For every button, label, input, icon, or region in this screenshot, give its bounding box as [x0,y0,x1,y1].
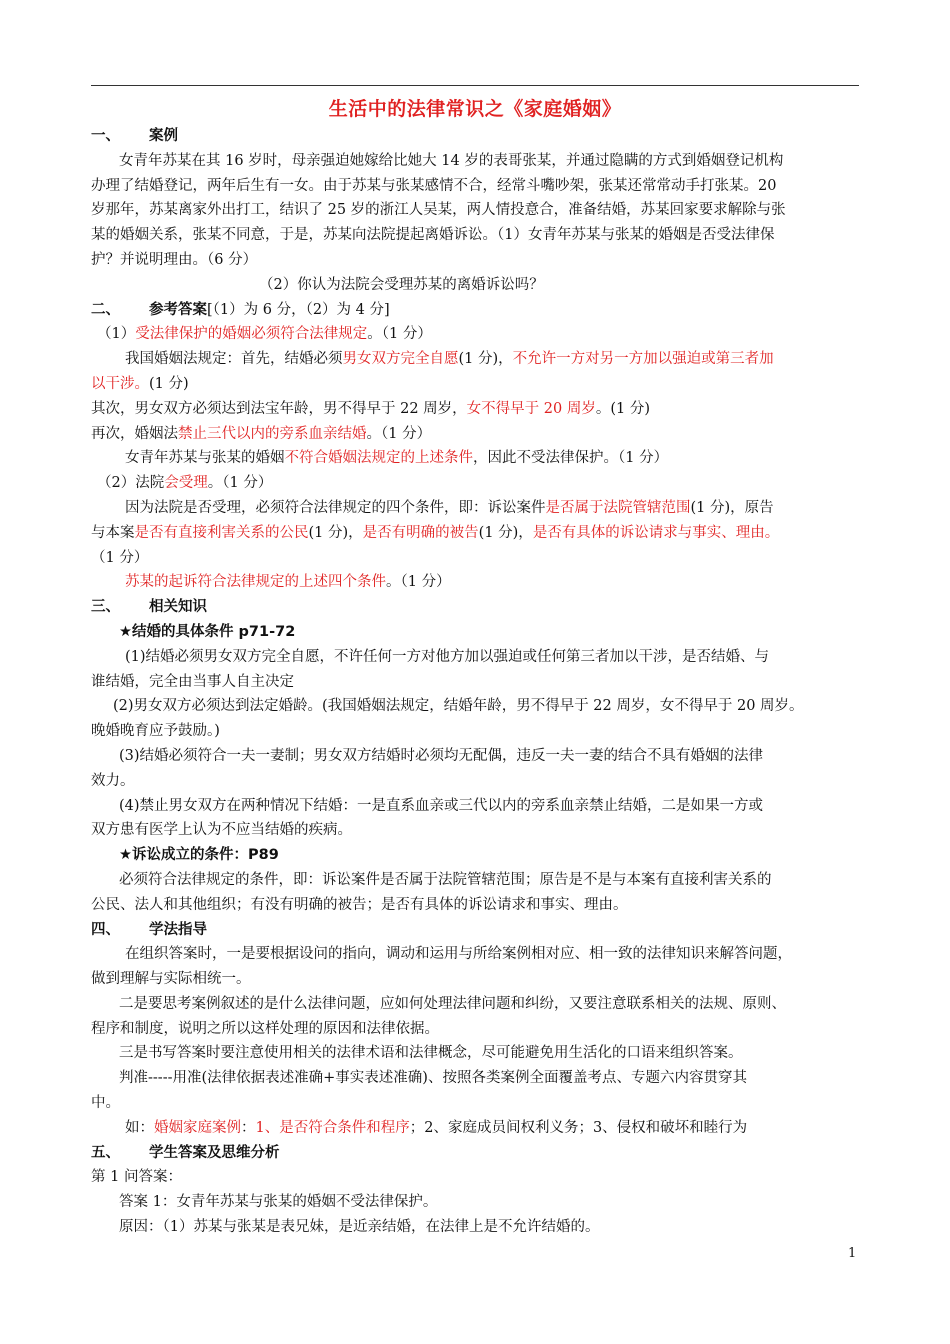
knowledge-line: (4)禁止男女双方在两种情况下结婚：一是直系血亲或三代以内的旁系血亲禁止结婚，二是如果一方或 [119,797,764,814]
page-number: 1 [848,1246,857,1261]
knowledge-subheading: ★诉讼成立的条件：P89 [119,847,279,864]
answer-line [91,422,861,447]
guidance-line [91,1116,861,1141]
answer-line [91,471,861,496]
knowledge-line: 必须符合法律规定的条件，即：诉讼案件是否属于法院管辖范围；原告是不是与本案有直接利害关系的 [119,871,772,888]
student-answer-line: 第 1 问答案： [91,1169,182,1186]
highlight-span: 不符合婚姻法规定的上述条件 [284,450,473,467]
text-span: 与本案 [91,524,135,541]
section-heading-2 [91,298,861,323]
section-title: 学生答案及思维分析 [149,1144,280,1161]
text-span: ；2、家庭成员间权利义务；3、侵权和破坏和睦行为 [409,1119,748,1136]
answer-line [91,570,861,595]
document-title: 生活中的法律常识之《家庭婚姻》 [328,98,622,120]
text-span: 女青年苏某与张某的婚姻 [125,450,285,467]
highlight-span: 受法律保护的婚姻必须符合法律规定 [135,326,368,343]
highlight-span: 会受理 [164,475,208,492]
section-title-note: [（1）为 6 分，（2）为 4 分] [207,301,390,318]
guidance-line: 在组织答案时，一是要根据设问的指向，调动和运用与所给案例相对应、相一致的法律知识来解答问题， [125,946,792,963]
answer-line [91,521,861,546]
text-span: 。（1 分） [367,326,432,343]
answer-line [91,446,861,471]
text-span: （2）法院 [97,475,165,492]
highlight-span: 以干涉。 [91,375,149,392]
paragraph-line: 护？并说明理由。（6 分） [91,251,258,268]
paragraph-line: 岁那年，苏某离家外出打工，结识了 25 岁的浙江人吴某，两人情投意合，准备结婚，苏某回家要求解除与张 [91,202,786,219]
section-number: 三、 [91,599,120,616]
knowledge-line: 谁结婚，完全由当事人自主决定 [91,673,294,690]
guidance-line: 判准-----用准(法律依据表述准确+事实表述准确)、按照各类案例全面覆盖考点、专题六内容贯穿其 [119,1070,747,1087]
paragraph-line: 办理了结婚登记，两年后生有一女。由于苏某与张某感情不合，经常斗嘴吵架，张某还常常动手打张某。20 [91,177,777,194]
student-answer-line: 原因：（1）苏某与张某是表兄妹，是近亲结婚，在法律上是不允许结婚的。 [119,1219,600,1236]
section-number: 四、 [91,921,120,938]
highlight-span: 是否有明确的被告 [362,524,479,541]
section-number: 五、 [91,1144,120,1161]
highlight-span: 男女双方完全自愿 [342,351,459,368]
highlight-span: 女不得早于 20 周岁 [466,400,596,417]
document-body [91,124,861,1240]
text-span: 。（1 分） [386,574,451,591]
answer-line [91,347,861,372]
highlight-span: 苏某的起诉符合法律规定的上述四个条件 [125,574,386,591]
section-heading-3 [91,595,861,620]
answer-line: （1 分） [91,549,149,566]
section-heading-5 [91,1141,861,1166]
knowledge-line: (2)男女双方必须达到法定婚龄。(我国婚姻法规定，结婚年龄，男不得早于 22 周岁，女不得早于 20 周岁。 [113,698,804,715]
highlight-span: 是否有具体的诉讼请求与事实、理由。 [532,524,780,541]
section-title: 参考答案 [149,301,207,318]
text-span: 如： [125,1119,154,1136]
text-span: 再次，婚姻法 [91,425,178,442]
paragraph-line: 某的婚姻关系，张某不同意，于是，苏某向法院提起离婚诉讼。（1）女青年苏某与张某的婚姻是否受法律保 [91,227,775,244]
answer-line [91,372,861,397]
text-span: 。（1 分） [207,475,273,492]
text-span: ： [241,1119,256,1136]
highlight-span: 是否属于法院管辖范围 [545,499,691,516]
highlight-span: 婚姻家庭案例 [154,1119,241,1136]
text-span: 其次，男女双方必须达到法宝年龄，男不得早于 22 周岁， [91,400,467,417]
text-span: 。(1 分) [595,400,650,417]
text-span: 我国婚姻法规定：首先，结婚必须 [125,351,343,368]
knowledge-line: 晚婚晚育应予鼓励。) [91,723,220,740]
section-number: 二、 [91,301,120,318]
section-heading-4 [91,918,861,943]
text-span: (1 分)， [478,524,533,541]
knowledge-line: (3)结婚必须符合一夫一妻制；男女双方结婚时必须均无配偶，违反一夫一妻的结合不具有婚姻的法律 [119,747,764,764]
knowledge-line: 效力。 [91,772,135,789]
section-heading-1 [91,124,861,149]
highlight-span: 是否有直接利害关系的公民 [134,524,309,541]
knowledge-line: 双方患有医学上认为不应当结婚的疾病。 [91,822,352,839]
student-answer-line: 答案 1：女青年苏某与张某的婚姻不受法律保护。 [119,1194,438,1211]
knowledge-line: 公民、法人和其他组织；有没有明确的被告；是否有具体的诉讼请求和事实、理由。 [91,896,628,913]
section-number: 一、 [91,128,120,144]
guidance-line: 程序和制度，说明之所以这样处理的原因和法律依据。 [91,1020,439,1037]
highlight-span: 1、是否符合条件和程序 [255,1119,410,1136]
text-span: ，因此不受法律保护。（1 分） [473,450,669,467]
text-span: (1 分)， [308,524,363,541]
highlight-span: 不允许一方对另一方加以强迫或第三者加 [512,351,774,368]
paragraph-line: （2）你认为法院会受理苏某的离婚诉讼吗？ [259,276,544,293]
guidance-line: 二是要思考案例叙述的是什么法律问题，应如何处理法律问题和纠纷，又要注意联系相关的法规、原则、 [119,995,786,1012]
section-title: 学法指导 [149,921,207,938]
knowledge-subheading: ★结婚的具体条件 p71-72 [119,623,296,640]
paragraph-line: 女青年苏某在其 16 岁时，母亲强迫她嫁给比她大 14 岁的表哥张某，并通过隐瞒的方式到婚姻登记机构 [119,152,784,169]
header-rule [91,85,859,86]
guidance-line: 中。 [91,1095,120,1112]
text-span: （1） [97,326,136,343]
text-span: (1 分)，原告 [690,499,774,516]
answer-line [91,322,861,347]
section-title: 相关知识 [149,599,207,616]
answer-line [91,397,861,422]
knowledge-line: (1)结婚必须男女双方完全自愿，不许任何一方对他方加以强迫或任何第三者加以干涉，是否结婚、与 [125,648,770,665]
text-span: (1 分)， [458,351,513,368]
highlight-span: 禁止三代以内的旁系血亲结婚 [178,425,367,442]
text-span: 。（1 分） [366,425,432,442]
text-span: 因为法院是否受理，必须符合法律规定的四个条件，即：诉讼案件 [125,499,546,516]
guidance-line: 做到理解与实际相统一。 [91,971,251,988]
text-span: (1 分) [149,375,189,392]
answer-line [91,496,861,521]
section-title: 案例 [149,128,178,144]
guidance-line: 三是书写答案时要注意使用相关的法律术语和法律概念，尽可能避免用生活化的口语来组织答案。 [119,1045,743,1062]
